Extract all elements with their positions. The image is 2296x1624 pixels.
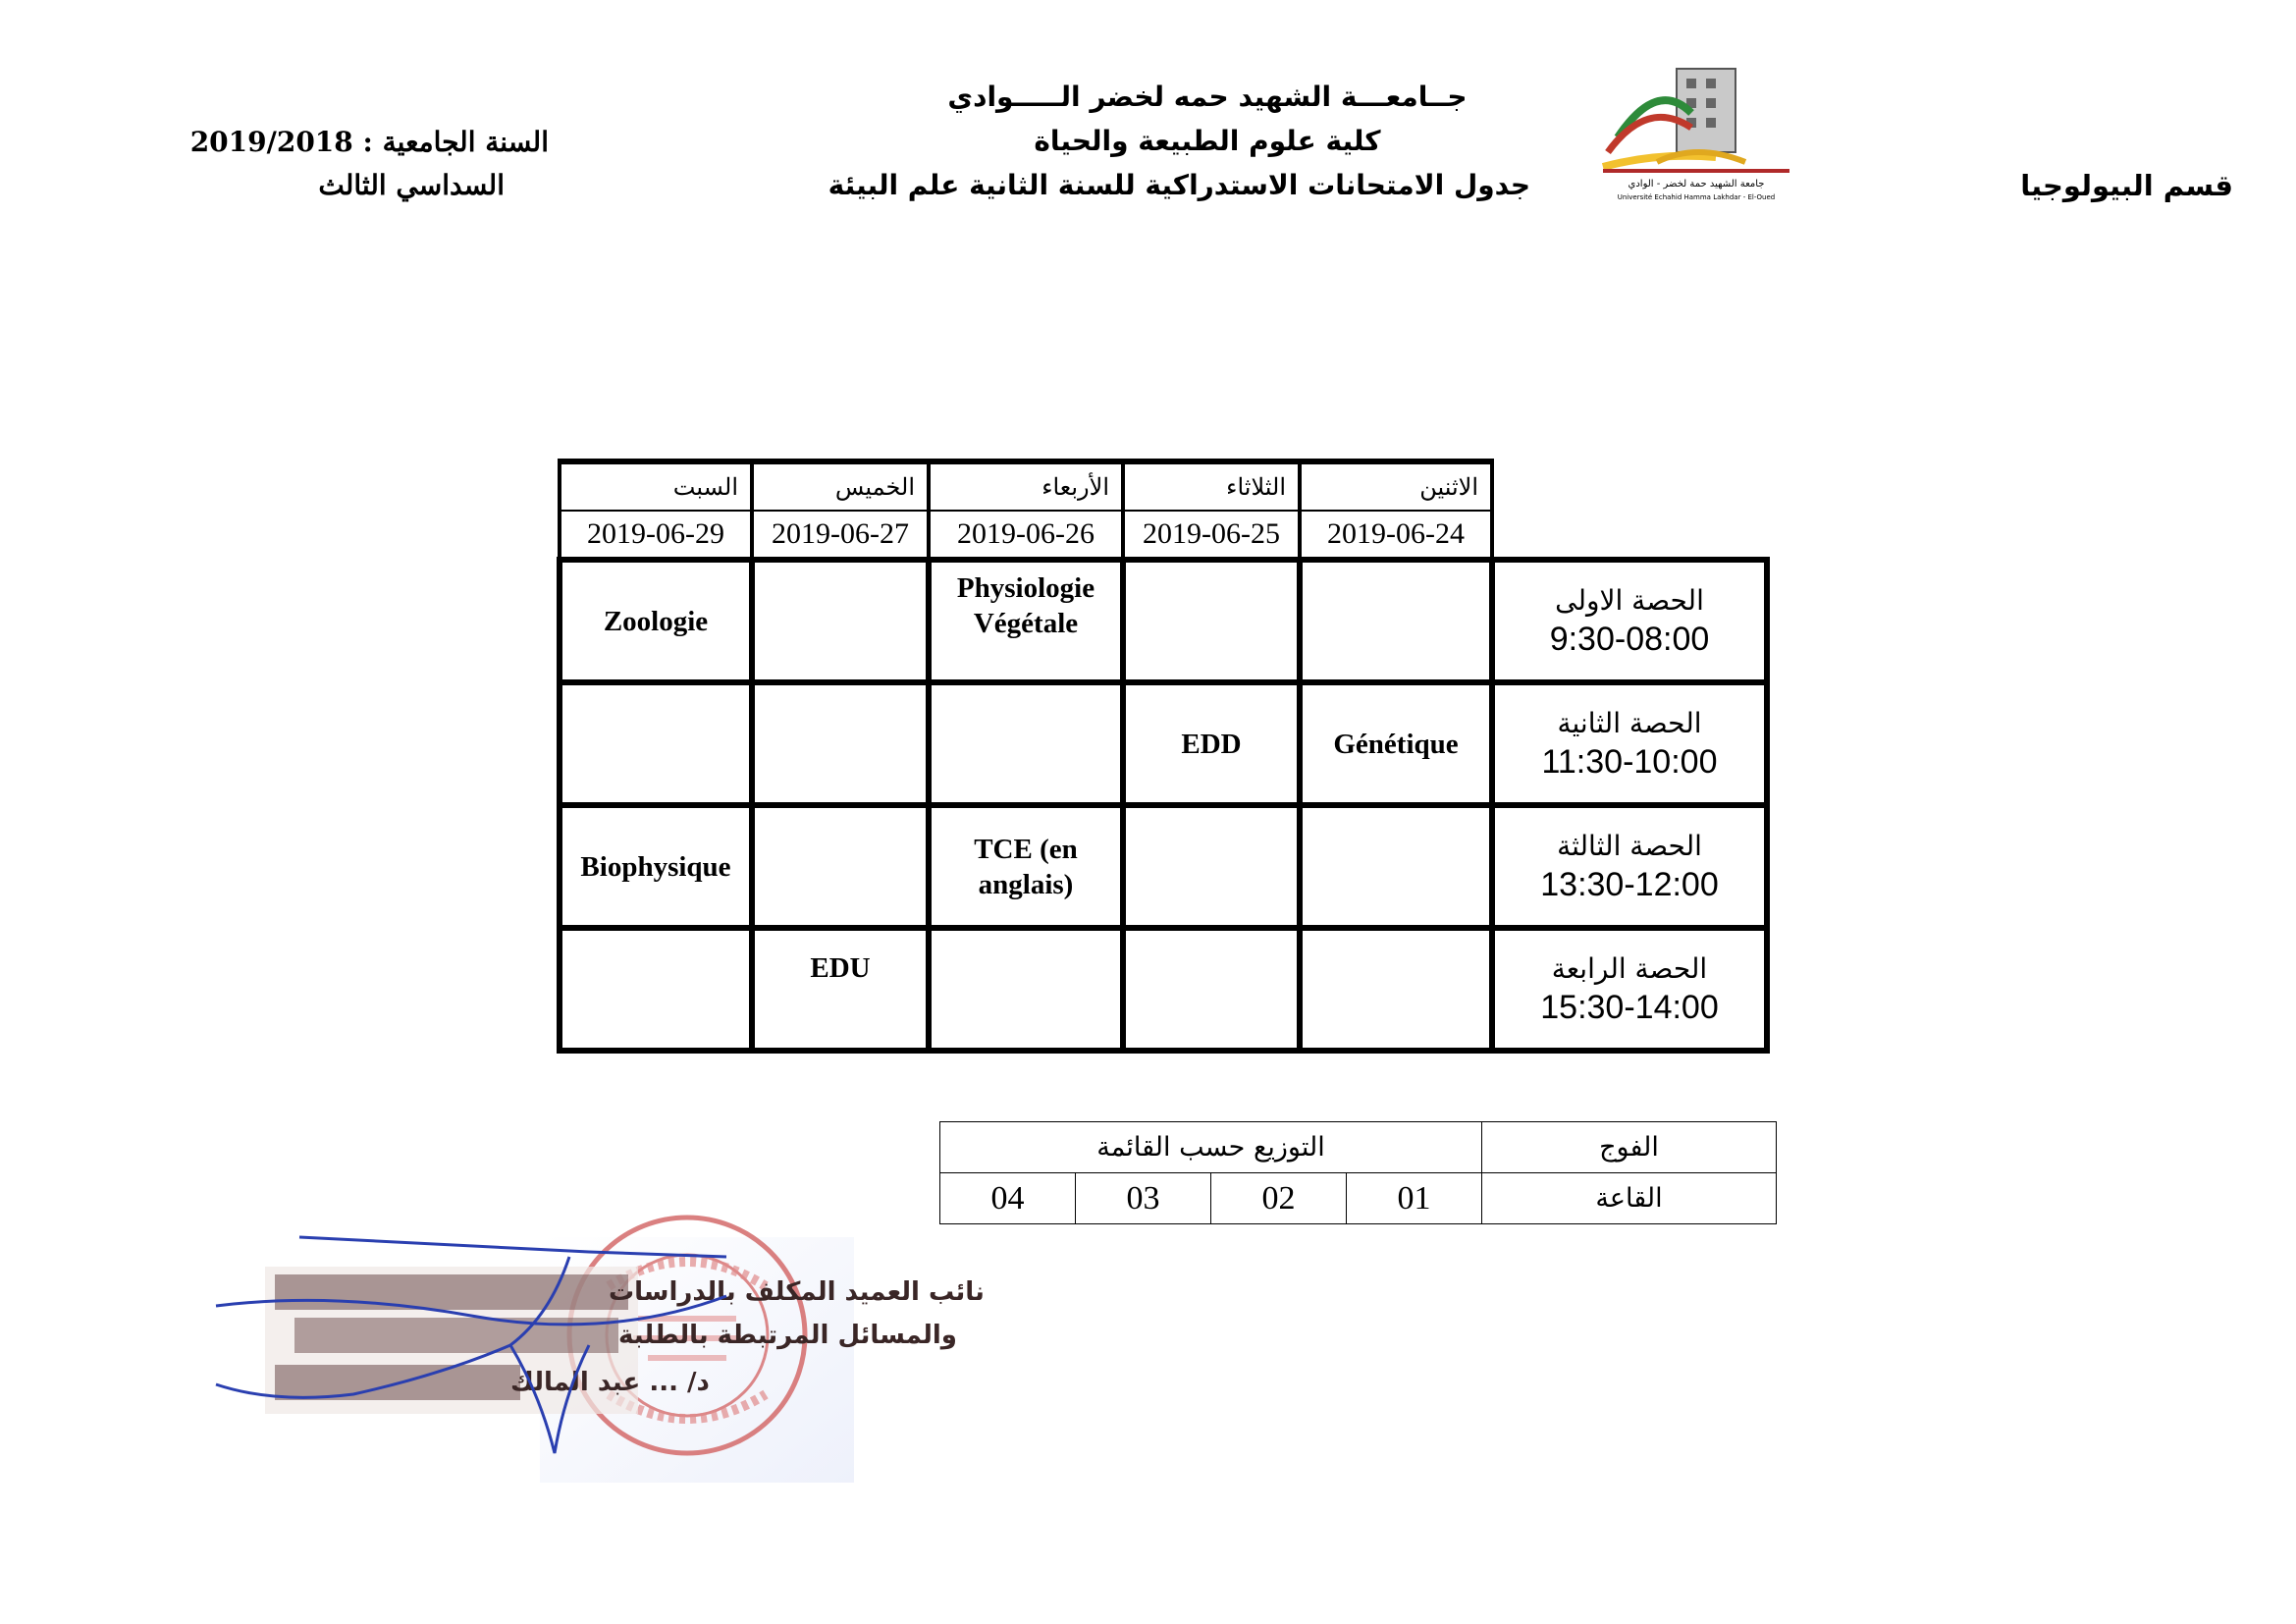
rooms-table xyxy=(939,1121,1777,1224)
exam-cell: EDD xyxy=(1123,682,1300,805)
dates-row xyxy=(560,511,1767,560)
department-label: قسم البيولوجيا xyxy=(2020,169,2233,202)
exam-cell: Biophysique xyxy=(560,805,752,928)
room-label: القاعة xyxy=(1482,1173,1777,1224)
slot-time: 13:30-12:00 xyxy=(1540,865,1719,903)
exam-cell xyxy=(752,805,929,928)
day-names-row xyxy=(560,461,1767,511)
slot-time: 9:30-08:00 xyxy=(1549,620,1710,658)
stamp-signature-image xyxy=(216,1198,985,1483)
exam-cell xyxy=(1300,928,1492,1051)
room-number: 04 xyxy=(940,1173,1076,1224)
exam-cell xyxy=(560,682,752,805)
day-date: 2019-06-27 xyxy=(752,511,929,560)
slot-label xyxy=(1492,560,1767,682)
day-date: 2019-06-25 xyxy=(1123,511,1300,560)
faculty-name: كلية علوم الطبيعة والحياة xyxy=(1034,125,1381,157)
svg-text:نائب العميد المكلف بالدراسات: نائب العميد المكلف بالدراسات xyxy=(609,1277,985,1307)
day-name: الثلاثاء xyxy=(1123,461,1300,511)
slot-name: الحصة الثانية xyxy=(1557,706,1702,739)
exam-schedule-table xyxy=(557,459,1770,1054)
rooms-header-row xyxy=(940,1122,1777,1173)
day-date: 2019-06-26 xyxy=(929,511,1123,560)
university-name: جــامعـــة الشهيد حمه لخضر الـــــوادي xyxy=(947,81,1468,113)
room-number: 01 xyxy=(1347,1173,1482,1224)
academic-year: السنة الجامعية : 2019/2018 xyxy=(189,126,549,158)
exam-cell xyxy=(1123,928,1300,1051)
exam-cell xyxy=(1300,560,1492,682)
slot-label xyxy=(1492,928,1767,1051)
slot-label xyxy=(1492,682,1767,805)
day-name: الخميس xyxy=(752,461,929,511)
exam-cell xyxy=(752,560,929,682)
exam-cell: Génétique xyxy=(1300,682,1492,805)
slot-label xyxy=(1492,805,1767,928)
group-label: الفوج xyxy=(1482,1122,1777,1173)
official-stamp xyxy=(216,1198,985,1483)
logo-icon xyxy=(1598,59,1794,206)
slot-name: الحصة الثالثة xyxy=(1557,829,1702,862)
slot-row xyxy=(560,682,1767,805)
exam-cell xyxy=(1123,560,1300,682)
exam-cell xyxy=(929,682,1123,805)
exam-cell: TCE (en anglais) xyxy=(929,805,1123,928)
day-name: الاثنين xyxy=(1300,461,1492,511)
slot-row xyxy=(560,805,1767,928)
slot-row xyxy=(560,928,1767,1051)
room-number: 02 xyxy=(1211,1173,1347,1224)
university-logo xyxy=(1598,59,1794,206)
room-number: 03 xyxy=(1076,1173,1211,1224)
slot-time: 15:30-14:00 xyxy=(1540,988,1719,1026)
slot-name: الحصة الاولى xyxy=(1555,583,1704,617)
day-date: 2019-06-29 xyxy=(560,511,752,560)
slot-row xyxy=(560,560,1767,682)
day-name: الأربعاء xyxy=(929,461,1123,511)
svg-text:د/ ... عبد المالك: د/ ... عبد المالك xyxy=(510,1368,710,1397)
svg-text:جامعة الشهيد حمة لخضر - الوادي: جامعة الشهيد حمة لخضر - الوادي xyxy=(1628,179,1765,189)
slot-name: الحصة الرابعة xyxy=(1551,951,1708,985)
exam-cell xyxy=(1300,805,1492,928)
slot-time: 11:30-10:00 xyxy=(1541,742,1718,781)
exam-cell xyxy=(560,928,752,1051)
day-date: 2019-06-24 xyxy=(1300,511,1492,560)
distribution-label: التوزيع حسب القائمة xyxy=(940,1122,1482,1173)
page-title: جدول الامتحانات الاستدراكية للسنة الثانية علم البيئة xyxy=(828,169,1530,201)
semester-label: السداسي الثالث xyxy=(318,169,505,201)
day-name: السبت xyxy=(560,461,752,511)
svg-text:والمسائل المرتبطة بالطلبة: والمسائل المرتبطة بالطلبة xyxy=(618,1321,957,1350)
exam-cell xyxy=(1123,805,1300,928)
exam-cell: Zoologie xyxy=(560,560,752,682)
exam-cell: Physiologie Végétale xyxy=(929,560,1123,682)
exam-cell xyxy=(752,682,929,805)
exam-cell xyxy=(929,928,1123,1051)
rooms-row xyxy=(940,1173,1777,1224)
svg-text:Université Echahid Hamma Lakhd: Université Echahid Hamma Lakhdar - El-Oued xyxy=(1617,193,1776,201)
exam-cell: EDU xyxy=(752,928,929,1051)
